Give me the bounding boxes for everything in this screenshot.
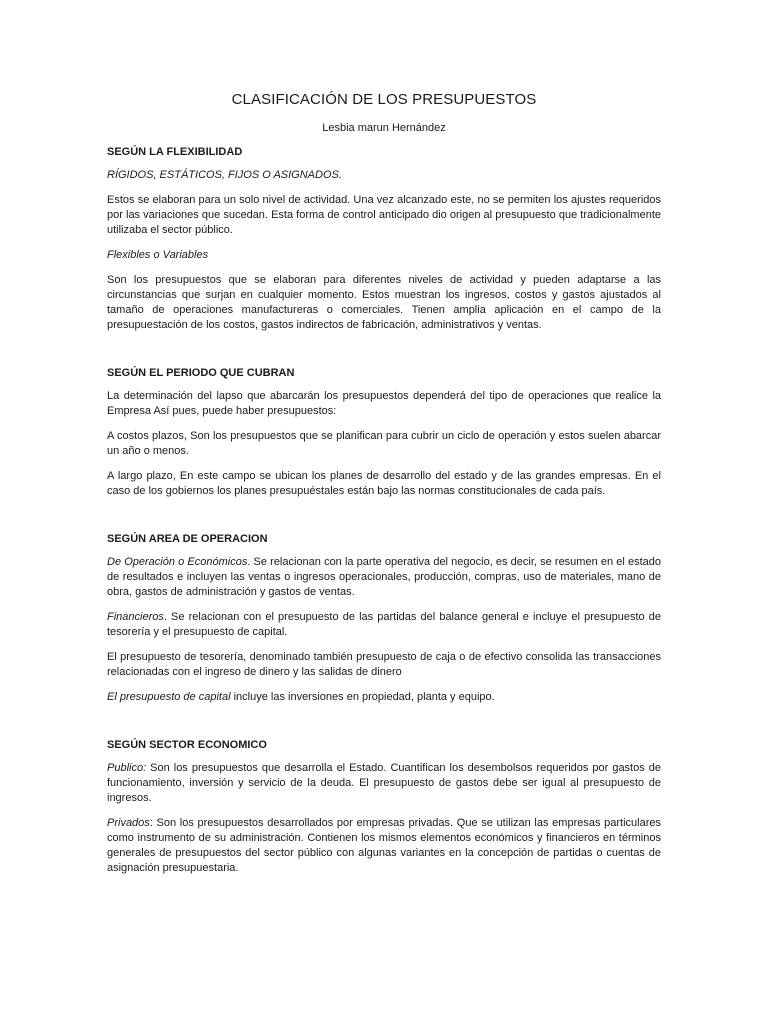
author-name: Lesbia marun Hernández: [322, 122, 446, 134]
paragraph: [107, 610, 661, 640]
paragraph: Estos se elaboran para un solo nivel de actividad. Una vez alcanzado este, no se permiten los ajustes requeridos por las variaciones que sucedan. Esta forma de control anticipado dio origen al presupuesto que tradicionalmente utilizaba el sector público.: [107, 194, 661, 236]
paragraph: [107, 761, 661, 806]
subheading: Flexibles o Variables: [107, 249, 209, 261]
paragraph-text: . Se relacionan con la parte operativa del negocio, es decir, se resumen en el estado de resultados e incluyen las ventas o ingresos operacionales, producción, compras, uso de materiales, mano de obra, gastos de administración y gastos de ventas.: [107, 556, 661, 598]
paragraph-text: incluye las inversiones en propiedad, planta y equipo.: [230, 691, 495, 703]
section-sector-economico: [107, 738, 661, 876]
section-heading: SEGÚN SECTOR ECONOMICO: [107, 739, 267, 751]
page-title: CLASIFICACIÓN DE LOS PRESUPUESTOS: [231, 91, 537, 108]
section-heading: SEGÚN LA FLEXIBILIDAD: [107, 146, 243, 158]
term-emphasis: Financieros: [107, 611, 164, 623]
paragraph-text: Son los presupuestos que desarrolla el Estado. Cuantifican los desembolsos requeridos por gastos de funcionamiento, inversión y servicio de la deuda. El presupuesto de gastos debe ser igual al presupuesto de ingresos.: [107, 762, 661, 804]
section-area-operacion: [107, 532, 661, 705]
term-emphasis: Publico:: [107, 762, 147, 774]
document-body: [107, 145, 661, 876]
subheading: RÍGIDOS, ESTÁTICOS, FIJOS O ASIGNADOS.: [107, 169, 342, 181]
section-periodo: [107, 366, 661, 499]
paragraph: La determinación del lapso que abarcarán los presupuestos dependerá del tipo de operaciones que realice la Empresa Así pues, puede haber presupuestos:: [107, 390, 661, 417]
term-emphasis: Privados: [107, 817, 150, 829]
section-flexibilidad: [107, 145, 661, 333]
paragraph: [107, 816, 661, 876]
paragraph: [107, 690, 661, 705]
paragraph: Son los presupuestos que se elaboran para diferentes niveles de actividad y pueden adaptarse a las circunstancias que surjan en cualquier momento. Estos muestran los ingresos, costos y gastos ajustados al tamaño de operaciones manufactureras o comerciales. Tienen amplia aplicación en el campo de la presupuestación de los costos, gastos indirectos de fabricación, administrativos y ventas.: [107, 274, 661, 331]
term-emphasis: El presupuesto de capital: [107, 691, 231, 703]
paragraph: A largo plazo, En este campo se ubican los planes de desarrollo del estado y de las grandes empresas. En el caso de los gobiernos los planes presupuéstales están bajo las normas constitucionales de cada país.: [107, 470, 661, 497]
paragraph-text: . Se relacionan con el presupuesto de las partidas del balance general e incluye el presupuesto de tesorería y el presupuesto de capital.: [107, 611, 661, 638]
paragraph-text: : Son los presupuestos desarrollados por empresas privadas. Que se utilizan las empresas particulares como instrumento de su administración. Contienen los mismos elementos económicos y financieros en términos generales de presupuestos del sector público con algunas variantes en la concepción de partidas o cuentas de asignación presupuestaria.: [107, 817, 661, 874]
section-heading: SEGÚN AREA DE OPERACION: [107, 533, 268, 545]
paragraph: A costos plazos, Son los presupuestos que se planifican para cubrir un ciclo de operación y estos suelen abarcar un año o menos.: [107, 430, 661, 457]
term-emphasis: De Operación o Económicos: [107, 556, 248, 568]
paragraph: El presupuesto de tesorería, denominado también presupuesto de caja o de efectivo consolida las transacciones relacionadas con el ingreso de dinero y las salidas de dinero: [107, 651, 661, 678]
paragraph: [107, 555, 661, 600]
section-heading: SEGÚN EL PERIODO QUE CUBRAN: [107, 367, 295, 379]
